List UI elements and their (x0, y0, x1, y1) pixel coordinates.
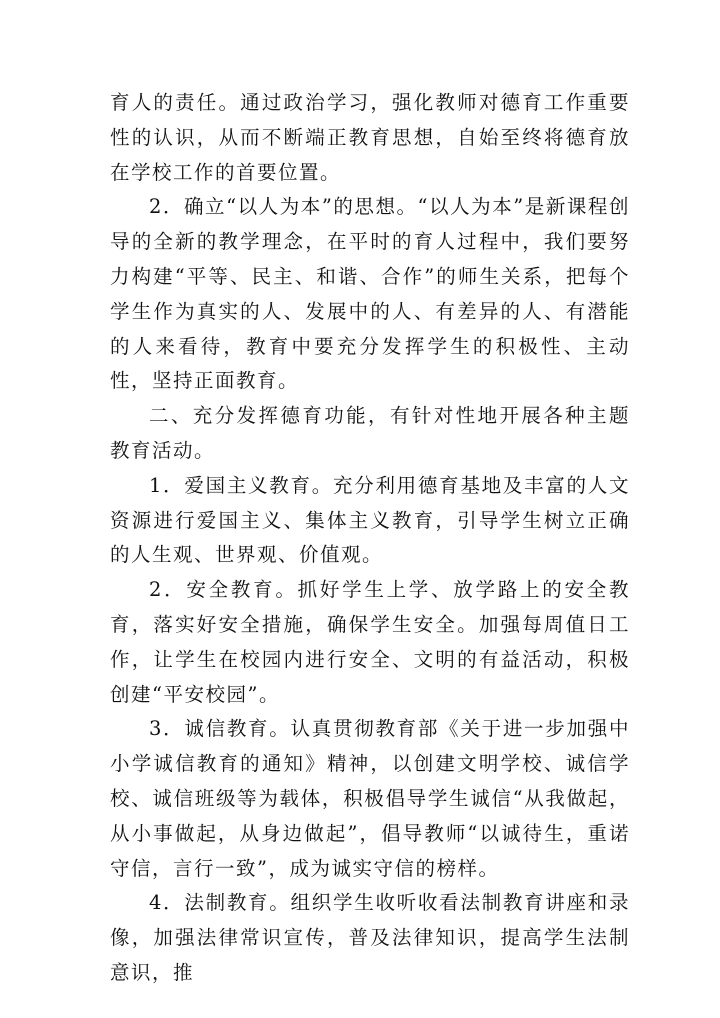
paragraph-safety-education: 2．安全教育。抓好学生上学、放学路上的安全教育，落实好安全措施，确保学生安全。加强每周值日工作，让学生在校园内进行安全、文明的有益活动，积极创建“平安校园”。 (110, 578, 630, 706)
paragraph-continuation: 育人的责任。通过政治学习，强化教师对德育工作重要性的认识，从而不断端正教育思想，自始至终将德育放在学校工作的首要位置。 (110, 91, 630, 184)
document-body (110, 86, 630, 991)
paragraph-patriotism-education: 1．爱国主义教育。充分利用德育基地及丰富的人文资源进行爱国主义、集体主义教育，引导学生树立正确的人生观、世界观、价值观。 (110, 473, 630, 567)
paragraph-integrity-education: 3．诚信教育。认真贯彻教育部《关于进一步加强中小学诚信教育的通知》精神，以创建文明学校、诚信学校、诚信班级等为载体，积极倡导学生诚信“从我做起，从小事做起，从身边做起”，倡导教师“以诚待生，重诺守信，言行一致”，成为诚实守信的榜样。 (110, 717, 630, 880)
paragraph-legal-education: 4．法制教育。组织学生收听收看法制教育讲座和录像，加强法律常识宣传，普及法律知识，提高学生法制意识，推 (110, 891, 630, 984)
paragraph-people-oriented: 2．确立“以人为本”的思想。“以人为本”是新课程创导的全新的教学理念，在平时的育人过程中，我们要努力构建“平等、民主、和谐、合作”的师生关系，把每个学生作为真实的人、发展中的人、有差异的人、有潜能的人来看待，教育中要充分发挥学生的积极性、主动性，坚持正面教育。 (110, 195, 630, 393)
section-heading-moral-function: 二、充分发挥德育功能，有针对性地开展各种主题教育活动。 (110, 404, 630, 462)
